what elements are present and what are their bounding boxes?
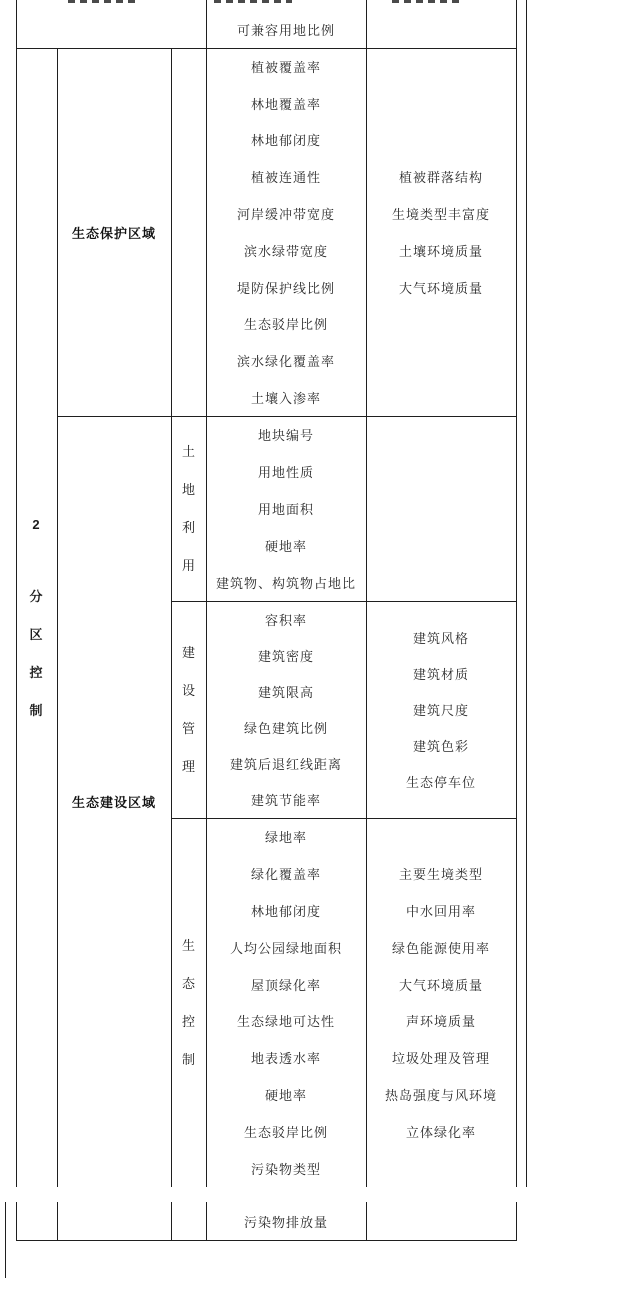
indicator-cell: 绿地率 — [264, 829, 307, 845]
zone-label-construction: 生态建设区域 — [71, 795, 156, 810]
indicator-cell: 污染物排放量 — [243, 1214, 328, 1230]
indicator-cell — [367, 818, 515, 855]
category-char: 控 — [181, 1013, 195, 1029]
indicator-cell: 垃圾处理及管理 — [391, 1051, 490, 1067]
indicator-cell: 建筑物、构筑物占地比 — [215, 576, 356, 591]
indicator-cell: 污染物类型 — [250, 1162, 321, 1178]
indicator-cell: 硬地率 — [264, 539, 307, 554]
category-char: 利 — [181, 519, 195, 535]
category-char: 态 — [181, 975, 195, 991]
row-group-label-char: 控 — [29, 664, 44, 680]
row-group-header — [17, 48, 56, 1187]
indicator-list-col5-protection — [367, 48, 515, 416]
indicator-cell: 滨水绿化覆盖率 — [236, 354, 335, 370]
row-group-label-char: 区 — [29, 626, 44, 642]
indicator-cell: 地块编号 — [257, 428, 314, 443]
indicator-cell: 大气环境质量 — [398, 280, 483, 296]
category-land-use — [172, 416, 205, 601]
indicator-cell: 堤防保护线比例 — [236, 280, 335, 296]
indicator-cell — [367, 48, 515, 85]
category-char: 土 — [181, 443, 195, 459]
indicator-cell — [367, 342, 515, 379]
indicator-list-col4-land-use — [207, 416, 365, 601]
indicator-cell: 建筑后退红线距离 — [229, 757, 342, 773]
indicator-cell: 绿化覆盖率 — [250, 866, 321, 882]
indicator-cell: 生态停车位 — [405, 775, 476, 791]
row-group-number: 2 — [32, 516, 41, 532]
table-border-vertical — [516, 1202, 517, 1240]
indicator-cell: 生态驳岸比例 — [243, 1125, 328, 1141]
indicator-cell: 建筑节能率 — [250, 793, 321, 809]
page-border-vertical — [5, 1202, 6, 1278]
indicator-cell: 人均公园绿地面积 — [229, 940, 342, 956]
indicator-cell — [367, 306, 515, 343]
table-border-vertical — [366, 1202, 367, 1240]
category-construction-mgmt — [172, 601, 205, 818]
indicator-cell: 生态驳岸比例 — [243, 317, 328, 333]
indicator-cell: 植被连通性 — [250, 170, 321, 186]
indicator-cell: 植被覆盖率 — [250, 59, 321, 75]
indicator-list-col5-eco-control — [367, 818, 515, 1187]
category-char: 生 — [181, 937, 195, 953]
table-border-vertical — [171, 1202, 172, 1240]
indicator-cell: 土壤环境质量 — [398, 243, 483, 259]
indicator-cell — [367, 85, 515, 122]
indicator-cell: 用地性质 — [257, 465, 314, 480]
indicator-cell: 建筑色彩 — [412, 739, 469, 755]
category-char: 地 — [181, 481, 195, 497]
indicator-cell: 建筑密度 — [257, 648, 314, 664]
clipped-text-remnant — [392, 0, 464, 3]
indicator-cell: 河岸缓冲带宽度 — [236, 207, 335, 223]
category-char: 制 — [181, 1051, 195, 1067]
category-char: 设 — [181, 682, 195, 698]
indicator-cell: 滨水绿带宽度 — [243, 243, 328, 259]
zone-label-protection: 生态保护区域 — [71, 225, 156, 241]
table-border-vertical — [57, 1202, 58, 1240]
indicator-cell: 容积率 — [264, 612, 307, 628]
indicator-cell: 绿色建筑比例 — [243, 721, 328, 737]
indicator-cell: 林地郁闭度 — [250, 133, 321, 149]
indicator-cell: 建筑风格 — [412, 630, 469, 646]
indicator-cell — [367, 379, 515, 416]
indicator-cell — [367, 122, 515, 159]
indicator-cell: 土壤入渗率 — [250, 391, 321, 407]
clipped-text-remnant — [214, 0, 292, 3]
indicator-list-col4-protection — [207, 48, 365, 416]
table-border-vertical — [526, 0, 527, 1187]
indicator-cell: 建筑材质 — [412, 666, 469, 682]
indicator-cell: 硬地率 — [264, 1088, 307, 1104]
indicator-cell: 绿色能源使用率 — [391, 940, 490, 956]
indicator-cell: 林地覆盖率 — [250, 96, 321, 112]
indicator-cell: 植被群落结构 — [398, 170, 483, 186]
indicator-cell: 用地面积 — [257, 502, 314, 517]
indicator-cell: 地表透水率 — [250, 1051, 321, 1067]
indicator-cell: 建筑限高 — [257, 684, 314, 700]
indicator-list-col4-eco-control — [207, 818, 365, 1187]
indicator-cell: 林地郁闭度 — [250, 903, 321, 919]
indicator-cell: 立体绿化率 — [405, 1125, 476, 1141]
table-border-vertical — [16, 1202, 17, 1240]
table-border-horizontal — [16, 1240, 517, 1241]
indicator-cell: 屋顶绿化率 — [250, 977, 321, 993]
indicator-list-col4-construction-mgmt — [207, 601, 365, 818]
indicator-cell: 可兼容用地比例 — [236, 22, 335, 38]
indicator-list-col5-construction-mgmt — [367, 601, 515, 818]
row-group-label-char: 制 — [29, 702, 44, 718]
category-char: 理 — [181, 758, 195, 774]
indicator-cell: 热岛强度与风环境 — [384, 1088, 497, 1104]
category-char: 管 — [181, 720, 195, 736]
row-group-label-char: 分 — [29, 588, 44, 604]
clipped-text-remnant — [68, 0, 138, 3]
indicator-cell: 建筑尺度 — [412, 703, 469, 718]
indicator-cell: 生境类型丰富度 — [391, 207, 490, 223]
category-char: 用 — [181, 557, 195, 573]
table-border-vertical — [516, 0, 517, 1187]
indicator-cell — [367, 1150, 515, 1187]
indicator-cell: 中水回用率 — [405, 903, 476, 919]
category-char: 建 — [181, 644, 195, 660]
category-eco-control — [172, 818, 205, 1187]
indicator-cell: 生态绿地可达性 — [236, 1014, 335, 1030]
indicator-cell: 主要生境类型 — [398, 866, 483, 882]
indicator-cell: 大气环境质量 — [398, 977, 483, 993]
indicator-cell: 声环境质量 — [405, 1014, 476, 1030]
